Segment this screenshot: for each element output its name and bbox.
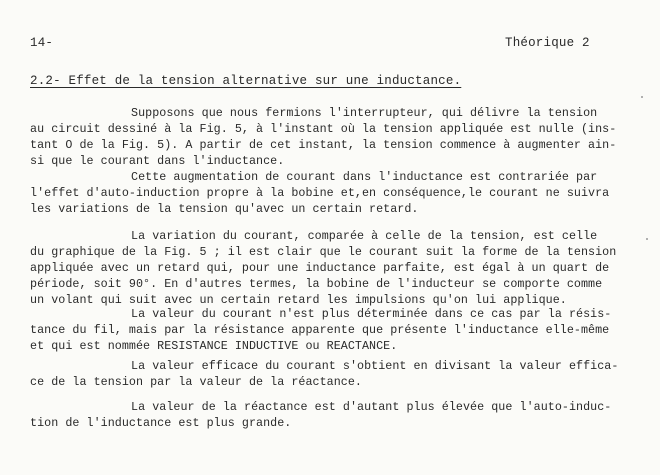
paragraph-6-line-1: La valeur de la réactance est d'autant plus élevée que l'auto-induc-: [131, 400, 612, 414]
paragraph-1-line-1: Supposons que nous fermions l'interrupteur, qui délivre la tension: [131, 106, 598, 120]
paragraph-1-line-2: au circuit dessiné à la Fig. 5, à l'instant où la tension appliquée est nulle (ins-: [30, 122, 617, 136]
paragraph-2-line-3: les variations de la tension qu'avec un certain retard.: [30, 202, 419, 216]
paragraph-1-line-4: si que le courant dans l'inductance.: [30, 154, 285, 168]
paragraph-3-line-1: La variation du courant, comparée à celle de la tension, est celle: [131, 229, 598, 243]
paragraph-3-line-3: appliquée avec un retard qui, pour une inductance parfaite, est égal à un quart de: [30, 261, 610, 275]
paragraph-4-line-3: et qui est nommée RESISTANCE INDUCTIVE ou REACTANCE.: [30, 339, 398, 353]
paragraph-4-line-1: La valeur du courant n'est plus déterminée dans ce cas par la résis-: [131, 307, 612, 321]
scan-speck: [646, 238, 648, 240]
paragraph-6-line-2: tion de l'inductance est plus grande.: [30, 416, 292, 430]
scan-speck: [641, 96, 643, 98]
page-number: 14-: [30, 36, 54, 50]
paragraph-5-line-2: ce de la tension par la valeur de la réactance.: [30, 375, 362, 389]
paragraph-3-line-4: période, soit 90°. En d'autres termes, la bobine de l'inducteur se comporte comme: [30, 277, 603, 291]
paragraph-1-line-3: tant O de la Fig. 5). A partir de cet instant, la tension commence à augmenter ain-: [30, 138, 617, 152]
paragraph-2-line-1: Cette augmentation de courant dans l'inductance est contrariée par: [131, 170, 598, 184]
running-head: Théorique 2: [505, 36, 590, 50]
section-title: 2.2- Effet de la tension alternative sur une inductance.: [30, 74, 462, 88]
paragraph-3-line-2: du graphique de la Fig. 5 ; il est clair que le courant suit la forme de la tension: [30, 245, 617, 259]
paragraph-2-line-2: l'effet d'auto-induction propre à la bobine et,en conséquence,le courant ne suivra: [30, 186, 610, 200]
paragraph-5-line-1: La valeur efficace du courant s'obtient en divisant la valeur effica-: [131, 359, 619, 373]
paragraph-4-line-2: tance du fil, mais par la résistance apparente que présente l'inductance elle-même: [30, 323, 610, 337]
paragraph-3-line-5: un volant qui suit avec un certain retard les impulsions qu'on lui applique.: [30, 293, 567, 307]
